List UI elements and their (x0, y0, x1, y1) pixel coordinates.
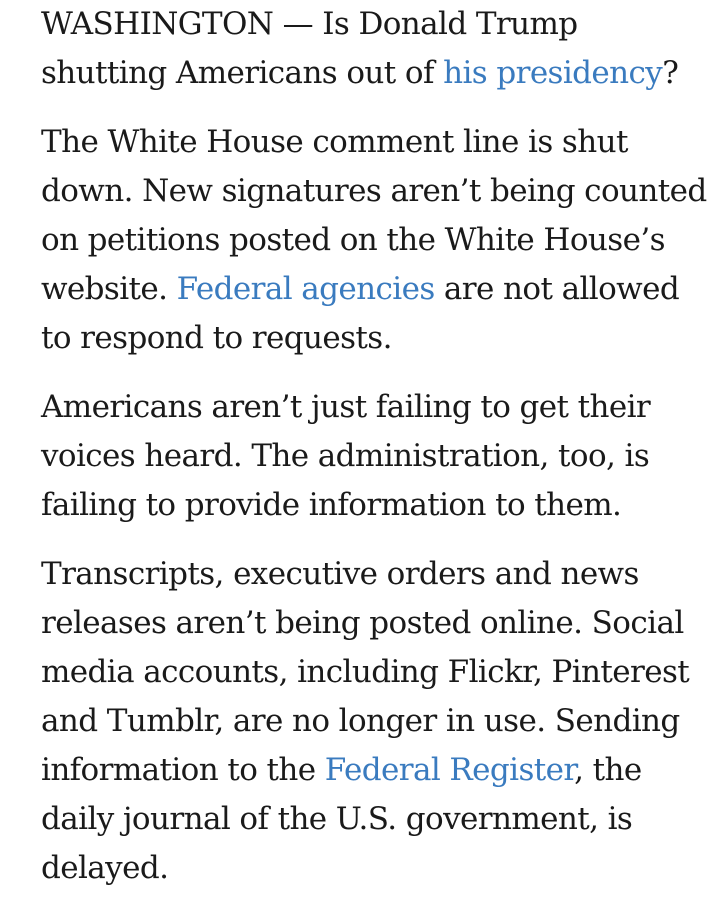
article-paragraph (41, 383, 712, 530)
paragraph-text: The White House comment line is shut down. New signatures aren’t being counted on petitions posted on the White House’s website. (41, 124, 707, 307)
link-federal-register[interactable]: Federal Register (324, 752, 575, 788)
paragraph-text: WASHINGTON — Is Donald Trump shutting Americans out of (41, 6, 578, 91)
article-paragraph (41, 550, 712, 893)
paragraph-text: , the daily journal of the U.S. government, is delayed. (41, 752, 642, 886)
article-paragraph (41, 0, 712, 98)
link-federal-agencies[interactable]: Federal agencies (176, 271, 435, 307)
paragraph-text: Transcripts, executive orders and news releases aren’t being posted online. Social media accounts, including Flickr, Pinterest and Tumblr, are no longer in use. Sending information to the (41, 556, 690, 788)
paragraph-text: are not allowed to respond to requests. (41, 271, 680, 356)
article-paragraph (41, 118, 712, 363)
link-his-presidency[interactable]: his presidency (443, 55, 663, 91)
paragraph-text: ? (662, 55, 679, 91)
paragraph-text: Americans aren’t just failing to get their voices heard. The administration, too, is failing to provide information to them. (41, 389, 651, 523)
